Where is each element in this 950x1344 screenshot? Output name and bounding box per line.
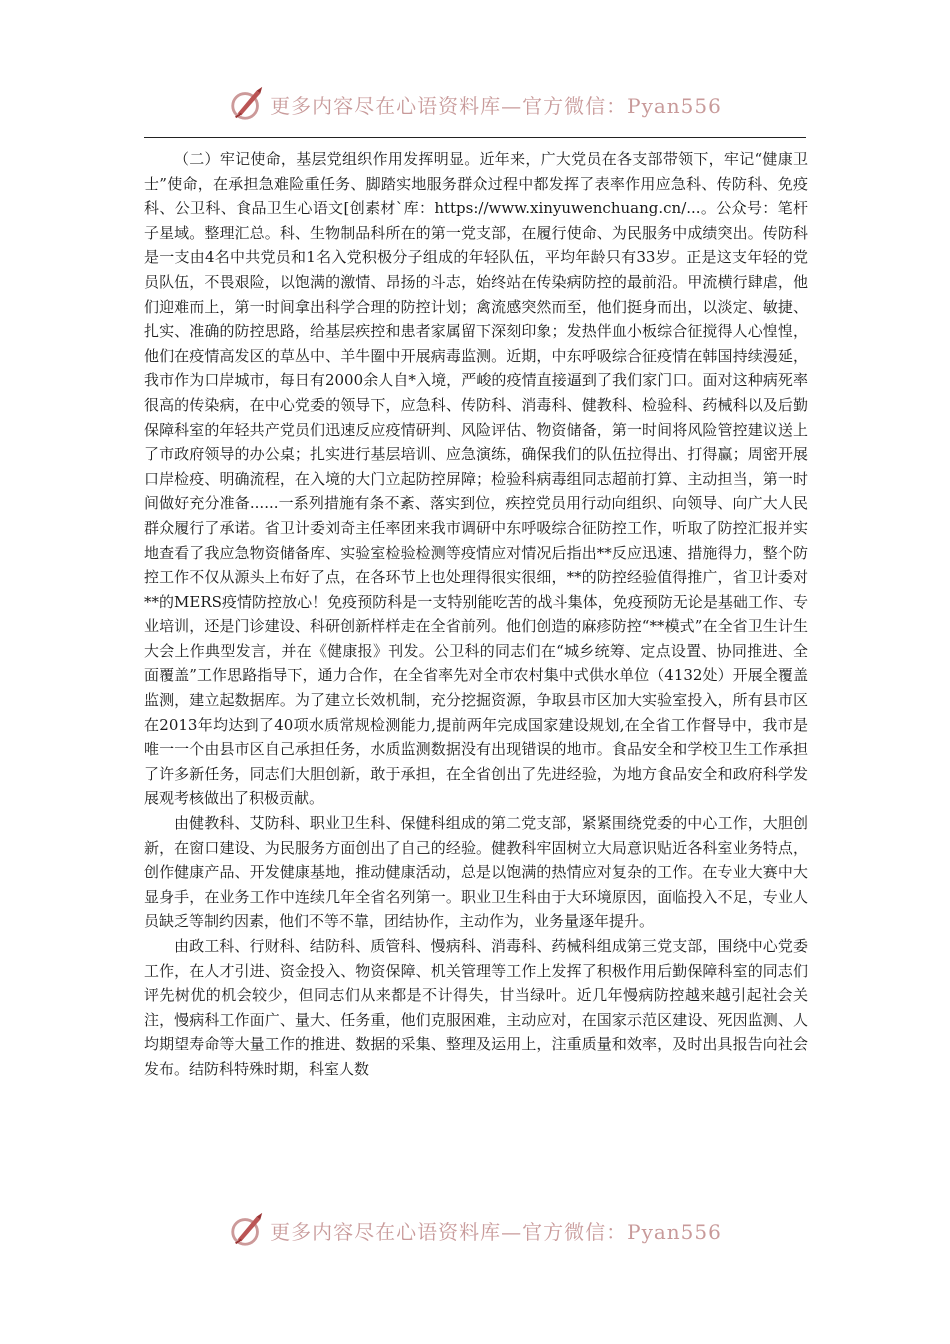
paragraph-2: 由健教科、艾防科、职业卫生科、保健科组成的第二党支部，紧紧围绕党委的中心工作，大胆创新，在窗口建设、为民服务方面创出了自己的经验。健教科牢固树立大局意识贴近各科室业务特点，创作健康产品、开发健康基地，推动健康活动，总是以饱满的热情应对复杂的工作。在专业大赛中大显身手，在业务工作中连续几年全省名列第一。职业卫生科由于大环境原因，面临投入不足，专业人员缺乏等制约因素，他们不等不靠，团结协作，主动作为，业务量逐年提升。 [144,814,808,931]
header-banner [0,84,950,124]
document-body [144,147,808,1082]
quill-pen-icon [228,85,266,123]
header-divider [144,137,806,138]
footer-banner [0,1210,950,1250]
paragraph-3: 由政工科、行财科、结防科、质管科、慢病科、消毒科、药械科组成第三党支部，围绕中心党委工作，在人才引进、资金投入、物资保障、机关管理等工作上发挥了积极作用后勤保障科室的同志们评先树优的机会较少，但同志们从来都是不计得失，甘当绿叶。近几年慢病防控越来越引起社会关注，慢病科工作面广、量大、任务重，他们克服困难，主动应对，在国家示范区建设、死因监测、人均期望寿命等大量工作的推进、数据的采集、整理及运用上，注重质量和效率，及时出具报告向社会发布。结防科特殊时期，科室人数 [144,937,808,1078]
paragraph-1: （二）牢记使命，基层党组织作用发挥明显。近年来，广大党员在各支部带领下，牢记“健康卫士”使命，在承担急难险重任务、脚踏实地服务群众过程中都发挥了表率作用应急科、传防科、免疫科、公卫科、食品卫生心语文[创素材`库：https://www.xinyuwenchuang.cn/...。公众号：笔杆子星域。整理汇总。科、生物制品科所在的第一党支部，在履行使命、为民服务中成绩突出。传防科是一支由4名中共党员和1名入党积极分子组成的年轻队伍，平均年龄只有33岁。正是这支年轻的党员队伍，不畏艰险，以饱满的激情、昂扬的斗志，始终站在传染病防控的最前沿。甲流横行肆虐，他们迎难而上，第一时间拿出科学合理的防控计划；禽流感突然而至，他们挺身而出，以淡定、敏捷、扎实、准确的防控思路，给基层疾控和患者家属留下深刻印象；发热伴血小板综合征搅得人心惶惶，他们在疫情高发区的草丛中、羊牛圈中开展病毒监测。近期，中东呼吸综合征疫情在韩国持续漫延，我市作为口岸城市，每日有2000余人自*入境，严峻的疫情直接逼到了我们家门口。面对这种病死率很高的传染病，在中心党委的领导下，应急科、传防科、消毒科、健教科、检验科、药械科以及后勤保障科室的年轻共产党员们迅速反应疫情研判、风险评估、物资储备，第一时间将风险管控建议送上了市政府领导的办公桌；扎实进行基层培训、应急演练，确保我们的队伍拉得出、打得赢；周密开展口岸检疫、明确流程，在入境的大门立起防控屏障；检验科病毒组同志超前打算、主动担当，第一时间做好充分准备......一系列措施有条不紊、落实到位，疾控党员用行动向组织、向领导、向广大人民群众履行了承诺。省卫计委刘奇主任率团来我市调研中东呼吸综合征防控工作，听取了防控汇报并实地查看了我应急物资储备库、实验室检验检测等疫情应对情况后指出**反应迅速、措施得力，整个防控工作不仅从源头上布好了点，在各环节上也处理得很实很细，**的防控经验值得推广，省卫计委对**的MERS疫情防控放心！免疫预防科是一支特别能吃苦的战斗集体，免疫预防无论是基础工作、专业培训，还是门诊建设、科研创新样样走在全省前列。他们创造的麻疹防控“**模式”在全省卫生计生大会上作典型发言，并在《健康报》刊发。公卫科的同志们在“城乡统筹、定点设置、协同推进、全面覆盖”工作思路指导下，通力合作，在全省率先对全市农村集中式供水单位（4132处）开展全覆盖监测，建立起数据库。为了建立长效机制，充分挖掘资源，争取县市区加大实验室投入，所有县市区在2013年均达到了40项水质常规检测能力,提前两年完成国家建设规划,在全省工作督导中，我市是唯一一个由县市区自己承担任务，水质监测数据没有出现错误的地市。食品安全和学校卫生工作承担了许多新任务，同志们大胆创新，敢于承担，在全省创出了先进经验，为地方食品安全和政府科学发展观考核做出了积极贡献。 [144,150,808,808]
quill-pen-icon [228,1211,266,1249]
header-banner-text: 更多内容尽在心语资料库—官方微信：Pyan556 [270,93,722,118]
footer-banner-text: 更多内容尽在心语资料库—官方微信：Pyan556 [270,1219,722,1244]
